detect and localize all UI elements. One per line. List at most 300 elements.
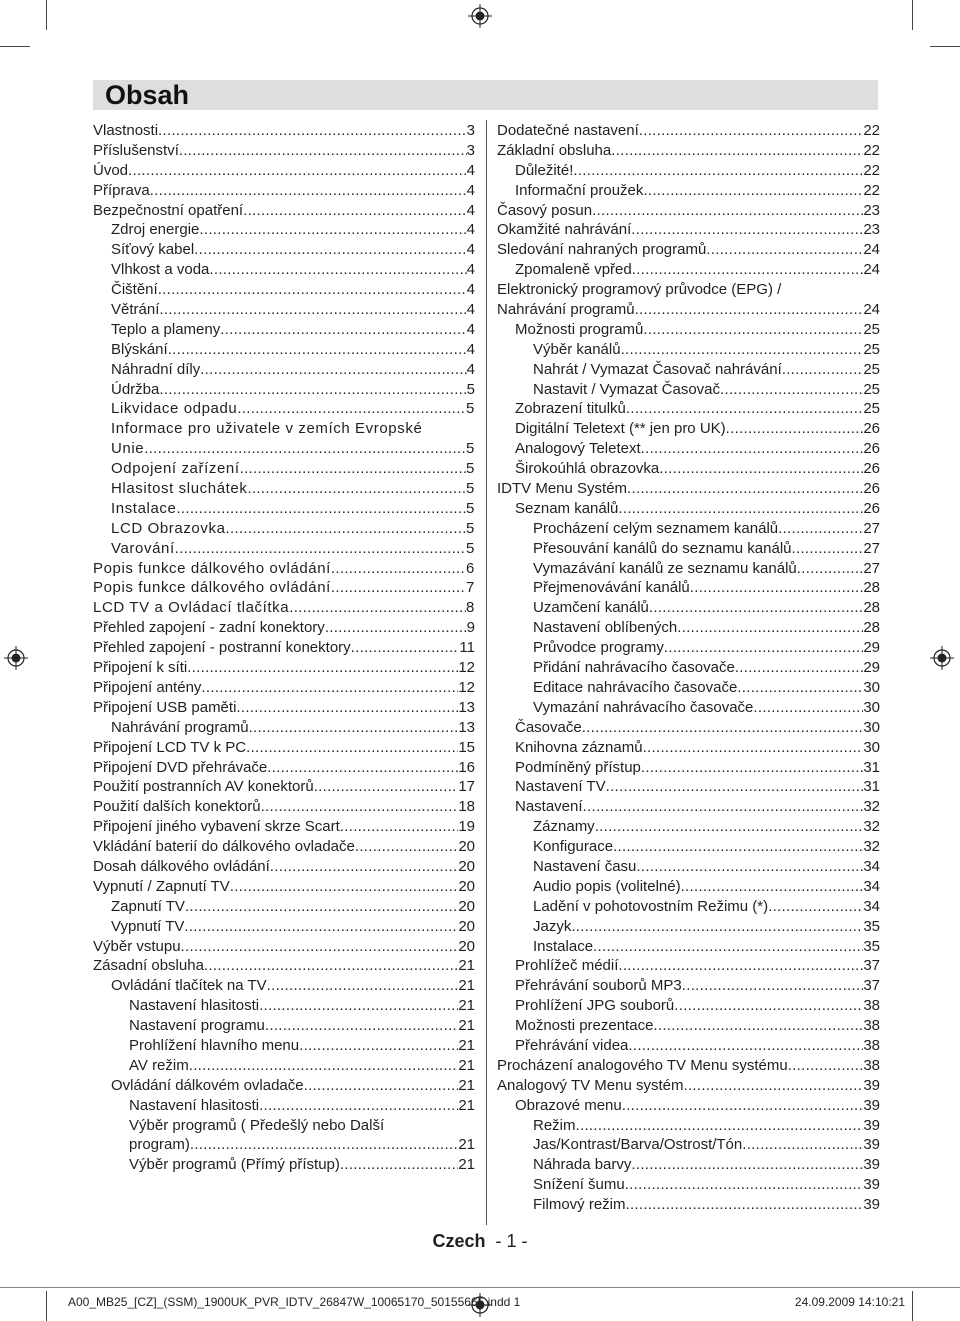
toc-entry[interactable] — [497, 181, 880, 201]
toc-entry-page: 4 — [466, 181, 475, 199]
toc-entry[interactable] — [93, 181, 475, 201]
toc-leader-dots — [267, 976, 459, 996]
toc-entry[interactable] — [497, 618, 880, 638]
toc-leader-dots — [628, 1036, 863, 1056]
toc-entry[interactable] — [497, 857, 880, 877]
toc-entry[interactable] — [93, 857, 475, 877]
toc-entry-label: Časovače — [515, 718, 582, 736]
toc-entry[interactable] — [93, 917, 475, 937]
toc-entry-label: Vlastnosti — [93, 122, 159, 139]
toc-entry-label: Okamžité nahrávání — [497, 221, 632, 239]
toc-entry-label: Výběr kanálů — [533, 340, 621, 358]
toc-entry[interactable] — [93, 937, 475, 957]
toc-leader-dots — [190, 1135, 458, 1155]
toc-entry-label: Likvidace odpadu — [111, 400, 238, 418]
toc-leader-dots — [622, 1096, 864, 1116]
toc-leader-dots — [788, 1056, 864, 1076]
toc-entry-label: Prohlížeč médií — [515, 957, 619, 975]
toc-entry[interactable] — [497, 638, 880, 658]
toc-entry-label: Záznamy — [533, 818, 595, 836]
toc-entry-label: Připojení k síti — [93, 659, 188, 677]
title-bar — [93, 80, 878, 110]
toc-entry[interactable] — [93, 678, 475, 698]
toc-entry[interactable] — [497, 1116, 880, 1136]
toc-leader-dots — [606, 777, 864, 797]
toc-entry-label: Seznam kanálů — [515, 499, 619, 517]
toc-entry[interactable] — [93, 300, 475, 320]
toc-entry[interactable] — [497, 758, 880, 778]
toc-entry-label: Obrazové menu — [515, 1096, 622, 1114]
toc-leader-dots — [571, 917, 863, 937]
toc-entry-label: Přesouvání kanálů do seznamu kanálů — [533, 539, 792, 557]
toc-entry[interactable] — [497, 539, 880, 559]
toc-leader-dots — [259, 1096, 458, 1116]
toc-entry-label: Konfigurace — [533, 838, 614, 856]
toc-entry-page: 9 — [466, 619, 475, 637]
toc-entry-page: 5 — [466, 519, 475, 537]
toc-leader-dots — [639, 121, 864, 141]
toc-leader-dots — [631, 1155, 863, 1175]
toc-entry[interactable] — [93, 559, 475, 579]
toc-entry-page: 5 — [466, 380, 475, 398]
toc-leader-dots — [314, 777, 459, 797]
toc-entry[interactable] — [497, 877, 880, 897]
toc-leader-dots — [331, 559, 466, 579]
toc-entry[interactable] — [497, 797, 880, 817]
toc-entry-page: 38 — [863, 1017, 880, 1035]
toc-leader-dots — [613, 837, 863, 857]
toc-entry[interactable] — [497, 578, 880, 598]
toc-entry-page: 22 — [863, 122, 880, 139]
toc-entry-label: Režim — [533, 1116, 576, 1134]
toc-entry[interactable] — [93, 578, 475, 598]
toc-entry-page: 25 — [863, 320, 880, 338]
toc-entry-label: Připojení jiného vybavení skrze Scart — [93, 818, 340, 836]
toc-entry-label: Přehled zapojení - zadní konektory — [93, 619, 325, 637]
toc-entry-page: 4 — [466, 301, 475, 319]
toc-entry[interactable] — [93, 797, 475, 817]
toc-entry-label: Jas/Kontrast/Barva/Ostrost/Tón — [533, 1136, 743, 1154]
toc-leader-dots — [627, 479, 863, 499]
toc-entry-page: 8 — [466, 599, 475, 617]
toc-leader-dots — [720, 380, 863, 400]
toc-entry[interactable] — [93, 340, 475, 360]
toc-entry-page: 4 — [466, 320, 475, 338]
toc-entry[interactable] — [93, 201, 475, 221]
toc-entry-label: Nastavení oblíbených — [533, 619, 678, 637]
toc-entry-label: Audio popis (volitelné) — [533, 877, 681, 895]
toc-entry-page: 25 — [863, 340, 880, 358]
toc-leader-dots — [677, 618, 863, 638]
toc-entry[interactable] — [497, 419, 880, 439]
toc-entry[interactable] — [93, 1056, 475, 1076]
toc-entry-label: Čištění — [111, 281, 158, 299]
toc-entry-label: Uzamčení kanálů — [533, 599, 649, 617]
toc-leader-dots — [735, 658, 864, 678]
toc-entry-page: 21 — [458, 1096, 475, 1114]
toc-entry[interactable] — [497, 240, 880, 260]
toc-entry[interactable] — [497, 1076, 880, 1096]
toc-leader-dots — [267, 758, 458, 778]
toc-leader-dots — [209, 260, 466, 280]
toc-entry-label: Nahrát / Vymazat Časovač nahrávání — [533, 360, 782, 378]
toc-entry[interactable] — [497, 658, 880, 678]
toc-entry[interactable] — [93, 638, 475, 658]
toc-left-column — [93, 121, 475, 1175]
toc-leader-dots — [289, 598, 466, 618]
toc-leader-dots — [299, 1036, 458, 1056]
toc-entry[interactable] — [497, 1135, 880, 1155]
toc-leader-dots — [261, 797, 459, 817]
toc-entry[interactable] — [93, 956, 475, 976]
toc-leader-dots — [175, 539, 466, 559]
toc-leader-dots — [653, 1016, 863, 1036]
toc-entry-page: 28 — [863, 579, 880, 597]
toc-entry[interactable] — [497, 459, 880, 479]
toc-entry[interactable] — [497, 380, 880, 400]
toc-entry[interactable] — [497, 519, 880, 539]
toc-entry-label: Širokoúhlá obrazovka — [515, 460, 660, 478]
toc-entry[interactable] — [497, 121, 880, 141]
toc-entry-page: 30 — [863, 738, 880, 756]
toc-entry-label: Informační proužek — [515, 181, 644, 199]
toc-entry-page: 39 — [863, 1136, 880, 1154]
toc-entry[interactable] — [497, 320, 880, 340]
toc-entry-label: Náhrada barvy — [533, 1156, 632, 1174]
toc-leader-dots — [618, 956, 863, 976]
toc-entry-page: 25 — [863, 360, 880, 378]
toc-entry-label: Připojení antény — [93, 678, 202, 696]
toc-entry[interactable] — [497, 161, 880, 181]
toc-entry[interactable] — [93, 320, 475, 340]
toc-entry-label: Možnosti prezentace — [515, 1017, 654, 1035]
toc-entry[interactable] — [497, 678, 880, 698]
toc-leader-dots — [181, 937, 459, 957]
toc-entry-page: 39 — [863, 1116, 880, 1134]
toc-entry[interactable] — [93, 260, 475, 280]
toc-entry[interactable] — [497, 1195, 880, 1215]
toc-entry-label: Odpojení zařízení — [111, 460, 240, 478]
toc-entry[interactable] — [93, 738, 475, 758]
toc-entry[interactable] — [93, 1116, 475, 1136]
toc-entry-page: 4 — [466, 340, 475, 358]
column-divider — [486, 120, 487, 1225]
toc-entry-label: Instalace — [111, 499, 177, 517]
toc-entry-label: Sledování nahraných programů — [497, 241, 707, 259]
toc-entry-label: Instalace — [533, 937, 594, 955]
toc-entry-label: Údržba — [111, 380, 160, 398]
toc-entry[interactable] — [93, 1036, 475, 1056]
toc-entry[interactable] — [497, 598, 880, 618]
toc-leader-dots — [643, 320, 863, 340]
toc-entry[interactable] — [497, 1056, 880, 1076]
toc-entry-label: Podmíněný přístup — [515, 758, 641, 776]
toc-entry[interactable] — [497, 559, 880, 579]
toc-entry[interactable] — [93, 459, 475, 479]
toc-leader-dots — [641, 758, 863, 778]
toc-entry-page: 16 — [458, 758, 475, 776]
toc-entry[interactable] — [497, 1016, 880, 1036]
toc-entry-page: 30 — [863, 698, 880, 716]
toc-leader-dots — [683, 1076, 863, 1096]
toc-leader-dots — [792, 539, 864, 559]
toc-entry[interactable] — [93, 718, 475, 738]
toc-entry[interactable] — [497, 698, 880, 718]
toc-leader-dots — [778, 519, 863, 539]
toc-entry-page: 5 — [466, 460, 475, 478]
toc-leader-dots — [636, 857, 863, 877]
toc-leader-dots — [204, 956, 458, 976]
toc-entry-label: Síťový kabel — [111, 241, 195, 259]
toc-entry-label: Důležité! — [515, 161, 574, 179]
toc-entry-label: Výběr programů ( Předešlý nebo Další — [129, 1116, 385, 1134]
toc-entry-page: 21 — [458, 1076, 475, 1094]
toc-leader-dots — [681, 877, 864, 897]
toc-entry-page: 4 — [466, 281, 475, 299]
toc-entry[interactable] — [497, 937, 880, 957]
toc-entry-label: Příslušenství — [93, 141, 179, 159]
toc-entry-page: 5 — [466, 539, 475, 557]
toc-entry-page: 32 — [863, 818, 880, 836]
toc-entry-label: Filmový režim — [533, 1196, 626, 1214]
toc-entry[interactable] — [93, 877, 475, 897]
toc-entry-page: 26 — [863, 460, 880, 478]
toc-entry-label: Jazyk — [533, 917, 572, 935]
toc-entry[interactable] — [497, 399, 880, 419]
toc-entry-page: 12 — [458, 678, 475, 696]
toc-entry-label: LCD TV a Ovládací tlačítka — [93, 599, 290, 617]
toc-entry[interactable] — [497, 439, 880, 459]
toc-entry[interactable] — [93, 519, 475, 539]
toc-entry[interactable] — [497, 956, 880, 976]
toc-leader-dots — [593, 937, 863, 957]
toc-entry-page: 26 — [863, 499, 880, 517]
toc-entry[interactable] — [497, 718, 880, 738]
toc-entry[interactable] — [497, 280, 880, 300]
toc-entry[interactable] — [497, 996, 880, 1016]
toc-entry[interactable] — [497, 499, 880, 519]
toc-entry[interactable] — [93, 499, 475, 519]
toc-entry[interactable] — [93, 698, 475, 718]
toc-entry-label: LCD Obrazovka — [111, 519, 226, 537]
toc-leader-dots — [325, 618, 467, 638]
toc-entry-page: 37 — [863, 977, 880, 995]
toc-leader-dots — [659, 459, 863, 479]
toc-entry-label: Ovládání dálkovém ovladače — [111, 1076, 304, 1094]
toc-entry-label: Přehrávání souborů MP3 — [515, 977, 682, 995]
toc-entry-page: 11 — [459, 639, 475, 657]
toc-entry-page: 35 — [863, 917, 880, 935]
crop-mark — [912, 0, 913, 30]
toc-leader-dots — [782, 360, 864, 380]
toc-entry[interactable] — [93, 837, 475, 857]
toc-entry[interactable] — [497, 141, 880, 161]
toc-entry-page: 32 — [863, 838, 880, 856]
toc-entry[interactable] — [93, 360, 475, 380]
toc-entry-label: Přehled zapojení - postranní konektory — [93, 639, 351, 657]
toc-entry-label: Nahrávání programů — [497, 301, 635, 319]
toc-entry-page: 19 — [458, 818, 475, 836]
toc-entry-label: Nastavení času — [533, 857, 637, 875]
toc-entry[interactable] — [497, 220, 880, 240]
toc-entry[interactable] — [93, 1096, 475, 1116]
toc-entry[interactable] — [93, 996, 475, 1016]
toc-entry[interactable] — [497, 976, 880, 996]
toc-entry[interactable] — [497, 837, 880, 857]
toc-entry-page: 29 — [863, 659, 880, 677]
toc-entry-page: 3 — [466, 122, 475, 139]
toc-entry-page: 21 — [458, 957, 475, 975]
registration-mark-icon — [4, 646, 28, 670]
toc-leader-dots — [270, 857, 459, 877]
toc-leader-dots — [265, 1016, 458, 1036]
toc-entry[interactable] — [93, 758, 475, 778]
toc-entry[interactable] — [497, 777, 880, 797]
crop-mark — [0, 46, 30, 47]
toc-entry-page: 26 — [863, 420, 880, 438]
toc-leader-dots — [176, 499, 466, 519]
toc-entry[interactable] — [93, 1135, 475, 1155]
toc-entry-label: Připojení LCD TV k PC — [93, 738, 247, 756]
toc-entry-label: Nastavení programu — [129, 1017, 265, 1035]
toc-entry[interactable] — [93, 121, 475, 141]
toc-entry-page: 5 — [466, 499, 475, 517]
toc-entry[interactable] — [93, 479, 475, 499]
toc-entry-label: Úvod — [93, 161, 129, 179]
toc-entry-label: Dosah dálkového ovládání — [93, 857, 270, 875]
toc-entry-label: Bezpečnostní opatření — [93, 201, 244, 219]
toc-entry[interactable] — [497, 300, 880, 320]
toc-entry-page: 3 — [466, 141, 475, 159]
toc-entry-label: Nahrávání programů — [111, 718, 249, 736]
toc-entry-page: 20 — [458, 917, 475, 935]
toc-entry[interactable] — [93, 161, 475, 181]
toc-leader-dots — [643, 738, 864, 758]
toc-entry-page: 21 — [458, 1036, 475, 1054]
toc-leader-dots — [737, 678, 863, 698]
toc-entry[interactable] — [497, 1155, 880, 1175]
toc-entry[interactable] — [93, 598, 475, 618]
toc-leader-dots — [664, 638, 863, 658]
toc-leader-dots — [635, 300, 864, 320]
toc-leader-dots — [649, 598, 863, 618]
toc-entry-label: Nastavení — [515, 798, 583, 816]
toc-leader-dots — [768, 897, 863, 917]
toc-entry[interactable] — [93, 419, 475, 439]
toc-entry-page: 31 — [863, 758, 880, 776]
toc-entry-page: 13 — [458, 718, 475, 736]
toc-entry[interactable] — [497, 260, 880, 280]
toc-entry[interactable] — [93, 240, 475, 260]
toc-entry-page: 24 — [863, 241, 880, 259]
toc-entry-label: Zobrazení titulků — [515, 400, 626, 418]
toc-leader-dots — [159, 300, 466, 320]
toc-entry[interactable] — [93, 380, 475, 400]
toc-entry-label: Vymazání nahrávacího časovače — [533, 698, 754, 716]
toc-entry-label: Zdroj energie — [111, 221, 200, 239]
toc-entry[interactable] — [497, 738, 880, 758]
toc-leader-dots — [249, 718, 459, 738]
toc-entry-label: Použití postranních AV konektorů — [93, 778, 314, 796]
toc-entry[interactable] — [497, 479, 880, 499]
toc-entry[interactable] — [93, 220, 475, 240]
toc-entry-page: 39 — [863, 1196, 880, 1214]
toc-entry[interactable] — [93, 1016, 475, 1036]
toc-leader-dots — [592, 201, 863, 221]
toc-entry[interactable] — [93, 399, 475, 419]
toc-leader-dots — [621, 340, 864, 360]
toc-entry-page: 21 — [458, 1056, 475, 1074]
toc-leader-dots — [159, 380, 466, 400]
toc-leader-dots — [201, 678, 458, 698]
toc-right-column — [497, 121, 880, 1215]
toc-entry[interactable] — [93, 618, 475, 638]
page-footer — [0, 1230, 960, 1252]
toc-leader-dots — [226, 519, 467, 539]
toc-entry[interactable] — [93, 976, 475, 996]
toc-entry[interactable] — [497, 1096, 880, 1116]
toc-entry-page: 26 — [863, 480, 880, 498]
toc-entry-page: 29 — [863, 639, 880, 657]
toc-leader-dots — [189, 1056, 459, 1076]
toc-leader-dots — [158, 280, 467, 300]
toc-entry-label: Prohlížení JPG souborů — [515, 997, 675, 1015]
toc-entry[interactable] — [93, 280, 475, 300]
toc-leader-dots — [625, 1175, 864, 1195]
toc-entry-page: 25 — [863, 380, 880, 398]
toc-entry[interactable] — [497, 917, 880, 937]
toc-leader-dots — [641, 439, 864, 459]
toc-entry-page: 38 — [863, 1056, 880, 1074]
toc-entry[interactable] — [93, 539, 475, 559]
toc-entry-page: 23 — [863, 201, 880, 219]
toc-leader-dots — [643, 181, 863, 201]
toc-entry-label: Analogový TV Menu systém — [497, 1076, 684, 1094]
toc-leader-dots — [230, 877, 459, 897]
toc-entry[interactable] — [93, 817, 475, 837]
toc-entry[interactable] — [93, 1155, 475, 1175]
toc-entry[interactable] — [497, 201, 880, 221]
toc-entry[interactable] — [93, 777, 475, 797]
toc-entry-label: Popis funkce dálkového ovládání — [93, 579, 331, 597]
toc-entry-label: Možnosti programů — [515, 320, 644, 338]
toc-entry[interactable] — [93, 658, 475, 678]
toc-entry-label: Nastavení hlasitosti — [129, 1096, 260, 1114]
toc-entry[interactable] — [497, 340, 880, 360]
toc-entry[interactable] — [497, 897, 880, 917]
toc-entry-page: 22 — [863, 181, 880, 199]
toc-entry-label: Dodatečné nastavení — [497, 122, 639, 139]
toc-leader-dots — [144, 439, 466, 459]
toc-leader-dots — [631, 220, 863, 240]
toc-entry-page: 34 — [863, 897, 880, 915]
toc-entry[interactable] — [497, 817, 880, 837]
toc-entry[interactable] — [93, 1076, 475, 1096]
page-title: Obsah — [105, 80, 190, 110]
toc-entry[interactable] — [93, 439, 475, 459]
toc-entry[interactable] — [93, 141, 475, 161]
toc-entry-label: Prohlížení hlavního menu — [129, 1036, 300, 1054]
toc-entry[interactable] — [497, 1175, 880, 1195]
toc-entry-label: Editace nahrávacího časovače — [533, 678, 738, 696]
toc-leader-dots — [674, 996, 863, 1016]
toc-entry-label: Základní obsluha — [497, 141, 612, 159]
toc-entry[interactable] — [93, 897, 475, 917]
toc-entry[interactable] — [497, 360, 880, 380]
toc-entry[interactable] — [497, 1036, 880, 1056]
registration-mark-icon — [468, 4, 492, 28]
toc-entry-page: 39 — [863, 1156, 880, 1174]
